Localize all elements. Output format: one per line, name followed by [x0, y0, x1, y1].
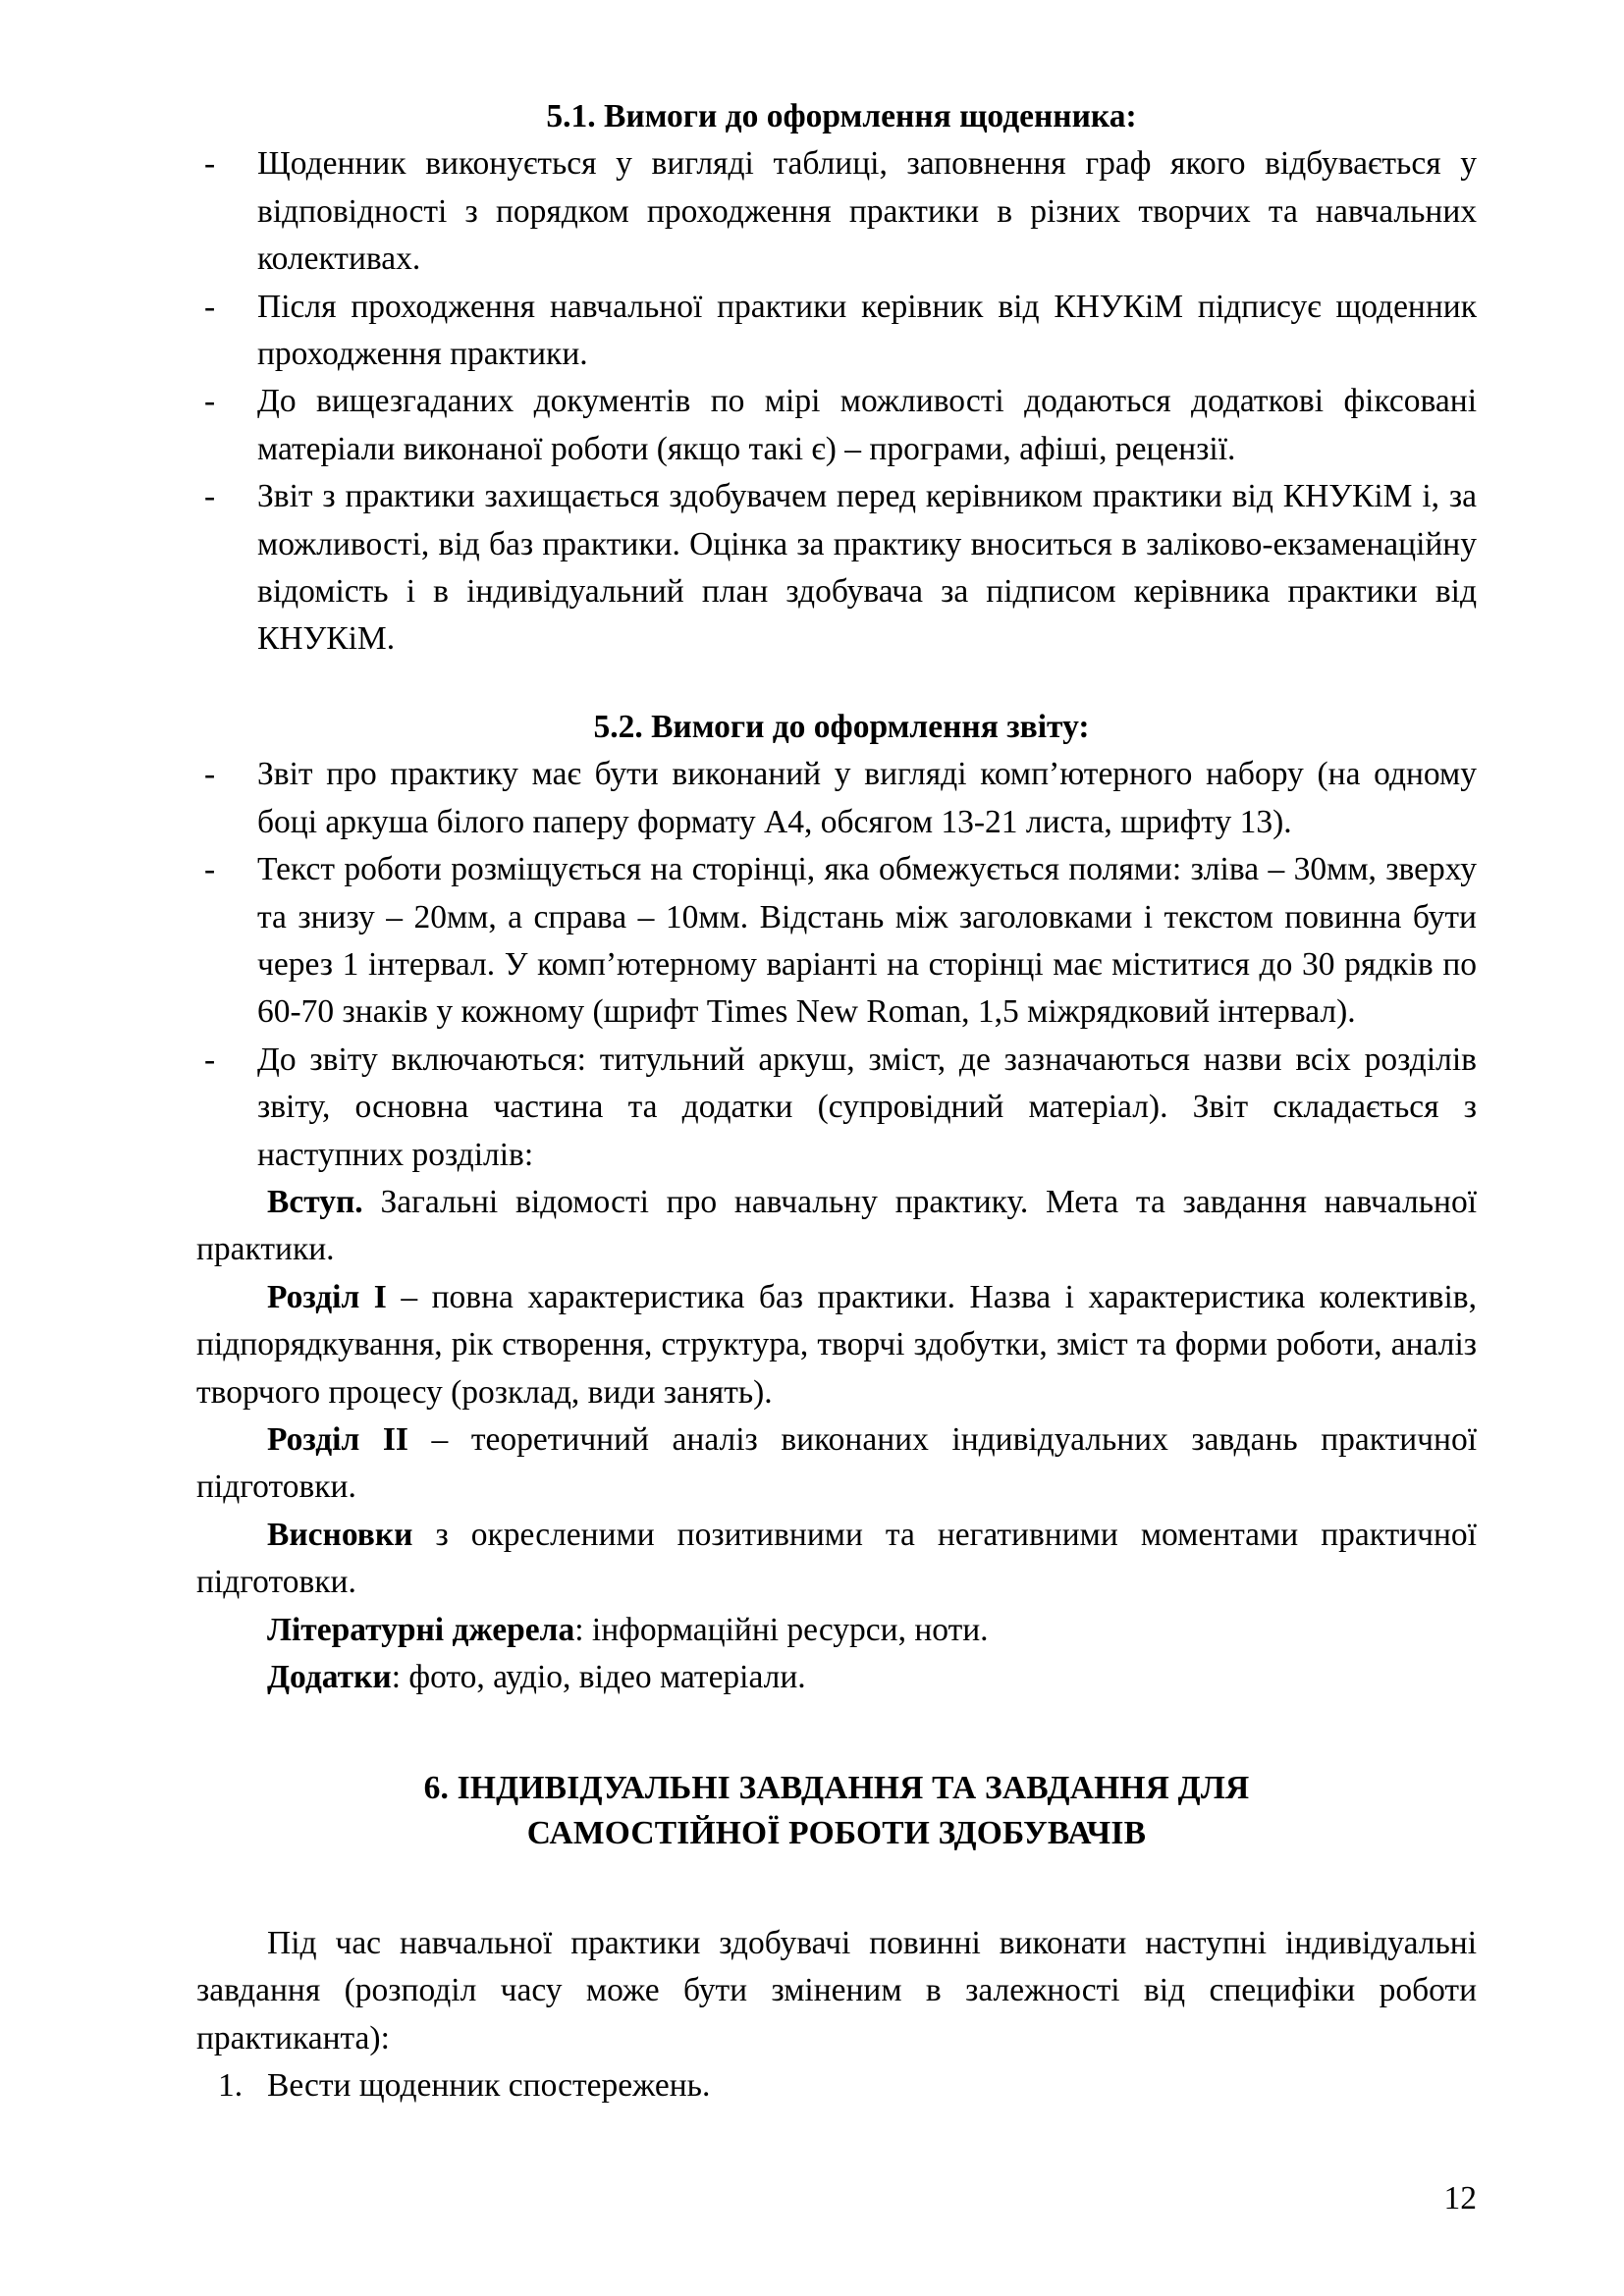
- report-part-text: : інформаційні ресурси, ноти.: [574, 1611, 989, 1648]
- requirements-diary-list: [196, 140, 1477, 663]
- list-item: [196, 1037, 1477, 1179]
- report-part-rozdil-1: [196, 1274, 1477, 1416]
- list-item: [196, 284, 1477, 379]
- section-6-body: [196, 1920, 1477, 2110]
- heading-5-1: 5.1. Вимоги до оформлення щоденника:: [546, 98, 1137, 134]
- list-item: [196, 140, 1477, 283]
- report-part-label: Вступ.: [267, 1183, 363, 1220]
- list-item: [196, 378, 1477, 473]
- list-item-text: До звіту включаються: титульний аркуш, зміст, де зазначаються назви всіх розділів звіту, основна частина та додатки (супровідний матеріал). Звіт складається з наступних розділів:: [257, 1041, 1477, 1173]
- report-part-dodatky: [196, 1654, 1477, 1701]
- report-part-text: Загальні відомості про навчальну практику. Мета та завдання навчальної практики.: [196, 1183, 1477, 1268]
- report-part-text: – повна характеристика баз практики. Назва і характеристика колективів, підпорядкування, рік створення, структура, творчі здобутки, зміст та форми роботи, аналіз творчого процесу (розклад, види занять).: [196, 1278, 1477, 1411]
- list-item-text: Щоденник виконується у вигляді таблиці, заповнення граф якого відбувається у відповідності з порядком проходження практики в різних творчих та навчальних колективах.: [257, 145, 1477, 278]
- section-6-title-line-1: 6. ІНДИВІДУАЛЬНІ ЗАВДАННЯ ТА ЗАВДАННЯ ДЛЯ: [423, 1770, 1250, 1807]
- dash-bullet-icon: -: [204, 1041, 216, 1078]
- report-part-label: Розділ I: [267, 1278, 387, 1315]
- report-parts: [196, 1179, 1477, 1701]
- report-part-label: Розділ II: [267, 1420, 408, 1458]
- report-part-text: з окресленими позитивними та негативними моментами практичної підготовки.: [196, 1516, 1477, 1601]
- dash-bullet-icon: -: [204, 478, 216, 515]
- report-part-text: : фото, аудіо, відео матеріали.: [391, 1659, 806, 1695]
- report-part-label: Висновки: [267, 1516, 413, 1553]
- dash-bullet-icon: -: [204, 756, 216, 793]
- list-item: [196, 751, 1477, 846]
- list-item-text: Вести щоденник спостережень.: [267, 2067, 711, 2105]
- report-part-vstup: [196, 1179, 1477, 1274]
- individual-tasks-list: [196, 2062, 1477, 2109]
- dash-bullet-icon: -: [204, 383, 216, 420]
- report-part-rozdil-2: [196, 1416, 1477, 1512]
- list-item-number: 1.: [218, 2067, 244, 2105]
- report-part-label: Літературні джерела: [267, 1611, 575, 1648]
- spacer: [196, 1855, 1477, 1920]
- list-item: [196, 473, 1477, 664]
- list-item-text: Текст роботи розміщується на сторінці, яка обмежується полями: зліва – 30мм, зверху та знизу – 20мм, а справа – 10мм. Відстань між заголовками і текстом повинна бути через 1 інтервал. У комп’ютерному варіанті на сторінці має міститися до 30 рядків по 60-70 знаків у кожному (шрифт Times New Roman, 1,5 міжрядковий інтервал).: [257, 851, 1477, 1031]
- dash-bullet-icon: -: [204, 145, 216, 183]
- section-6-intro: Під час навчальної практики здобувачі повинні виконати наступні індивідуальні завдання (розподіл часу може бути зміненим в залежності від специфіки роботи практиканта):: [196, 1924, 1477, 2056]
- list-item-text: Звіт з практики захищається здобувачем перед керівником практики від КНУКіМ і, за можливості, від баз практики. Оцінка за практику вноситься в заліково-екзаменаційну відомість і в індивідуальний план здобувача за підписом керівника практики від КНУКіМ.: [257, 478, 1477, 658]
- report-part-text: – теоретичний аналіз виконаних індивідуальних завдань практичної підготовки.: [196, 1420, 1478, 1506]
- list-item: [196, 846, 1477, 1037]
- dash-bullet-icon: -: [204, 288, 216, 325]
- report-part-vysnovky: [196, 1512, 1477, 1607]
- dash-bullet-icon: -: [204, 851, 216, 888]
- list-item-text: Після проходження навчальної практики керівник від КНУКіМ підписує щоденник проходження практики.: [257, 288, 1477, 373]
- list-item-text: Звіт про практику має бути виконаний у вигляді комп’ютерного набору (на одному боці аркуша білого паперу формату А4, обсягом 13-21 листа, шрифту 13).: [257, 756, 1477, 840]
- heading-5-2: 5.2. Вимоги до оформлення звіту:: [593, 708, 1090, 745]
- requirements-report-list: [196, 751, 1477, 1179]
- list-item-text: До вищезгаданих документів по мірі можливості додаються додаткові фіксовані матеріали виконаної роботи (якщо такі є) – програми, афіші, рецензії.: [257, 383, 1477, 467]
- page-number: 12: [1443, 2180, 1477, 2216]
- section-6-title: [196, 1766, 1477, 1854]
- report-part-literatura: [196, 1607, 1477, 1654]
- list-item: [196, 2062, 1477, 2109]
- report-part-label: Додатки: [267, 1659, 392, 1695]
- section-6-title-line-2: САМОСТІЙНОЇ РОБОТИ ЗДОБУВАЧІВ: [526, 1814, 1147, 1851]
- spacer: [196, 1701, 1477, 1766]
